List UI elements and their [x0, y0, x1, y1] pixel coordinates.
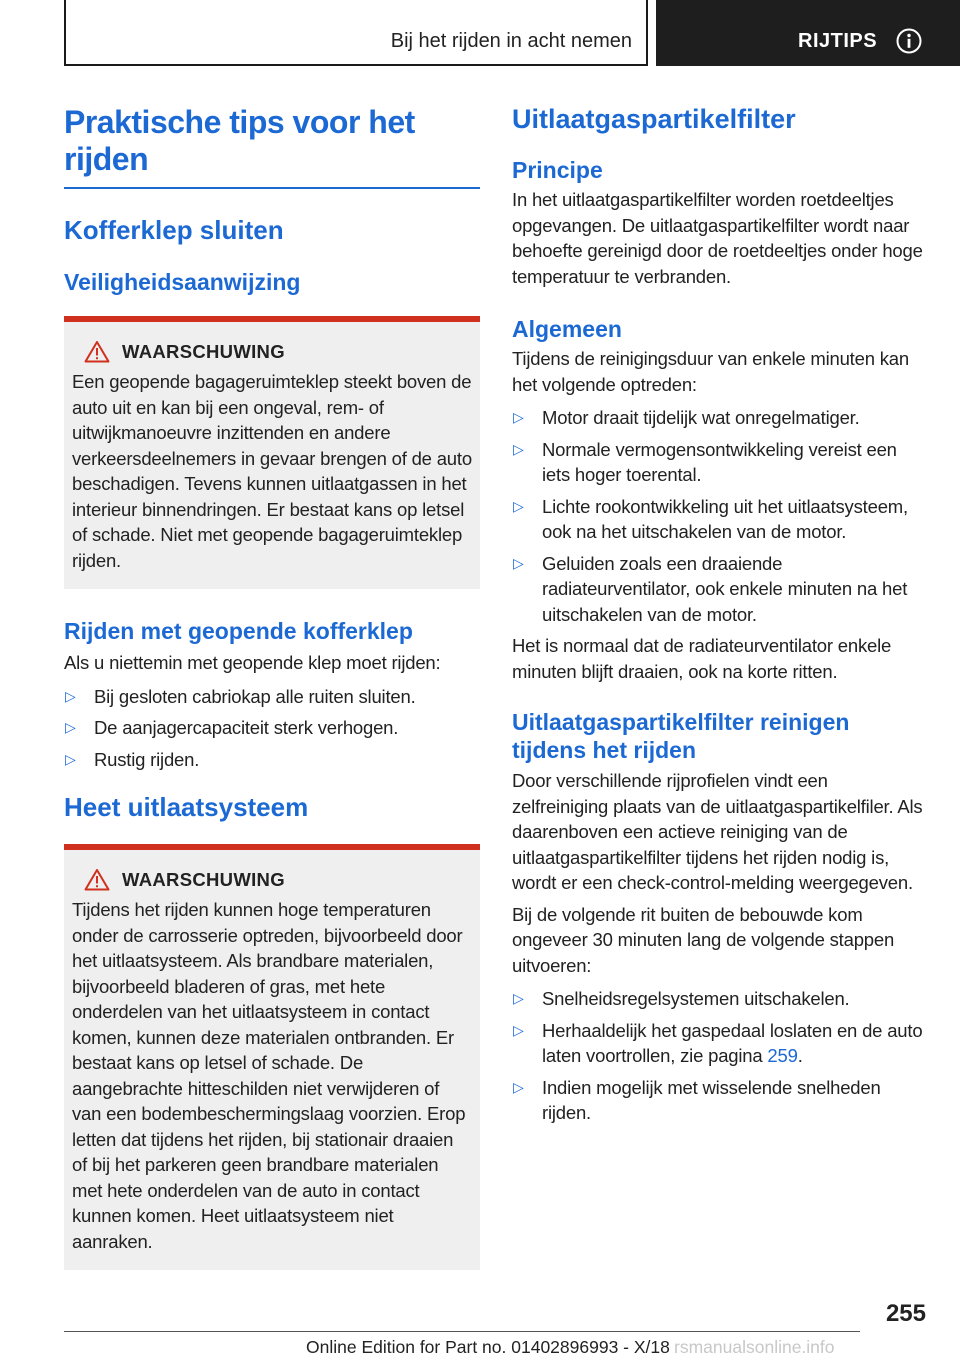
warning-triangle-icon — [84, 868, 110, 891]
bullet-triangle-icon: ▷ — [513, 440, 524, 457]
paragraph: Tijdens de reinigingsduur van enkele minuten kan het volgende optreden: — [512, 348, 909, 395]
list-item: ▷ Herhaaldelijk het gaspedaal loslaten en de auto laten voortrollen, zie pagina 259. — [512, 1018, 928, 1069]
heading-algemeen: Algemeen — [512, 316, 622, 342]
title-rule — [64, 187, 480, 189]
list-item: ▷ Rustig rijden. — [64, 747, 480, 773]
footer-rule — [64, 1331, 860, 1332]
info-icon — [896, 28, 922, 54]
page-title: Praktische tips voor het rijden — [64, 104, 415, 177]
warning-label: WAARSCHUWING — [122, 340, 285, 362]
bullet-triangle-icon: ▷ — [513, 554, 524, 571]
warning-text: Een geopende bagageruimteklep steekt boven de auto uit en kan bij een ongeval, rem- of uitwijkmanoeuvre inzittenden en andere verkeersdeelnemers in gevaar brengen of de auto beschadigen. Tevens kunnen uitlaatgassen in het interieur binnendringen. Er bestaat kans op letsel of schade. Niet met geopende bagageruimteklep rijden. — [72, 371, 472, 571]
paragraph: Als u niettemin met geopende klep moet rijden: — [64, 652, 441, 673]
list-item: ▷ Geluiden zoals een draaiende radiateurventilator, ook enkele minuten na het uitschakelen van de motor. — [512, 551, 928, 628]
header-section-title: Bij het rijden in acht nemen — [390, 30, 632, 52]
paragraph: In het uitlaatgaspartikelfilter worden roetdeeltjes opgevangen. De uitlaatgaspartikelfilter wordt naar behoefte gereinigd door de roetdeeltjes onder hoge temperatuur te verbranden. — [512, 189, 923, 287]
right-column — [512, 104, 928, 1132]
bullet-triangle-icon: ▷ — [513, 497, 524, 514]
warning-triangle-icon — [84, 340, 110, 363]
footer-watermark: rsmanualsonline.info — [674, 1337, 835, 1357]
bullet-triangle-icon: ▷ — [65, 750, 76, 767]
bullet-triangle-icon: ▷ — [513, 409, 524, 425]
bullet-triangle-icon: ▷ — [513, 990, 524, 1006]
heading-rijden-met-geopende-kofferklep: Rijden met geopende kofferklep — [64, 618, 413, 644]
bullet-list — [512, 405, 928, 627]
list-item: ▷ Indien mogelijk met wisselende snelheden rijden. — [512, 1075, 928, 1126]
list-item: ▷ Snelheidsregelsystemen uitschakelen. — [512, 986, 928, 1012]
paragraph: Het is normaal dat de radiateurventilator enkele minuten blijft draaien, ook na korte ritten. — [512, 635, 892, 682]
list-item: ▷ Lichte rookontwikkeling uit het uitlaatsysteem, ook na het uitschakelen van de motor. — [512, 494, 928, 545]
warning-box-uitlaatsysteem — [64, 844, 480, 1270]
warning-label: WAARSCHUWING — [122, 868, 285, 890]
page-reference-link[interactable]: 259 — [767, 1045, 798, 1066]
list-item: ▷ Bij gesloten cabriokap alle ruiten sluiten. — [64, 684, 480, 710]
list-item: ▷ Normale vermogensontwikkeling vereist een iets hoger toerental. — [512, 437, 928, 488]
bullet-list — [64, 684, 480, 773]
heading-heet-uitlaatsysteem: Heet uitlaatsysteem — [64, 792, 309, 822]
bullet-triangle-icon: ▷ — [513, 1078, 524, 1095]
bullet-triangle-icon: ▷ — [513, 1021, 524, 1038]
heading-principe: Principe — [512, 157, 603, 183]
bullet-triangle-icon: ▷ — [65, 719, 76, 735]
heading-veiligheidsaanwijzing: Veiligheidsaanwijzing — [64, 269, 301, 295]
list-item: ▷ De aanjagercapaciteit sterk verhogen. — [64, 715, 480, 741]
paragraph: Bij de volgende rit buiten de bebouwde kom ongeveer 30 minuten lang de volgende stappen uitvoeren: — [512, 903, 895, 976]
list-item: ▷ Motor draait tijdelijk wat onregelmatiger. — [512, 405, 928, 431]
header-chapter-box — [656, 0, 960, 66]
warning-box-kofferklep — [64, 316, 480, 589]
heading-kofferklep-sluiten: Kofferklep sluiten — [64, 215, 284, 245]
left-column — [64, 104, 480, 1270]
heading-uitlaatgaspartikelfilter: Uitlaatgaspartikelfilter — [512, 104, 796, 134]
page-number: 255 — [885, 1300, 926, 1327]
paragraph: Door verschillende rijprofielen vindt een zelfreiniging plaats van de uitlaatgaspartikelfiler. Als daarenboven een actieve reiniging van de uitlaatgaspartikelfilter tijdens het rijden nodig is, wordt er een check-control-melding weergegeven. — [512, 770, 923, 893]
header-section-box — [64, 0, 648, 66]
bullet-triangle-icon: ▷ — [65, 687, 76, 704]
warning-text: Tijdens het rijden kunnen hoge temperaturen onder de carrosserie optreden, bijvoorbeeld door het uitlaatsysteem. Als brandbare materialen, bijvoorbeeld bladeren of gras, met hete onderdelen van het uitlaatsysteem in contact komen, kunnen deze materialen ontbranden. Er bestaat kans op letsel of schade. De aangebrachte hitteschilden niet verwijderen of van een bodembeschermingslaag voorzien. Erop letten dat tijdens het rijden, bij stationair draaien of bij het parkeren geen brandbare materialen met hete onderdelen van de auto in contact kunnen komen. Heet uitlaatsysteem niet aanraken. — [72, 899, 466, 1252]
header-chapter-title: RIJTIPS — [798, 30, 878, 52]
bullet-list — [512, 986, 928, 1126]
footer-edition: Online Edition for Part no. 01402896993 - X/18 — [306, 1337, 670, 1357]
heading-filter-reinigen: Uitlaatgaspartikelfilter reinigen tijdens het rijden — [512, 709, 850, 763]
